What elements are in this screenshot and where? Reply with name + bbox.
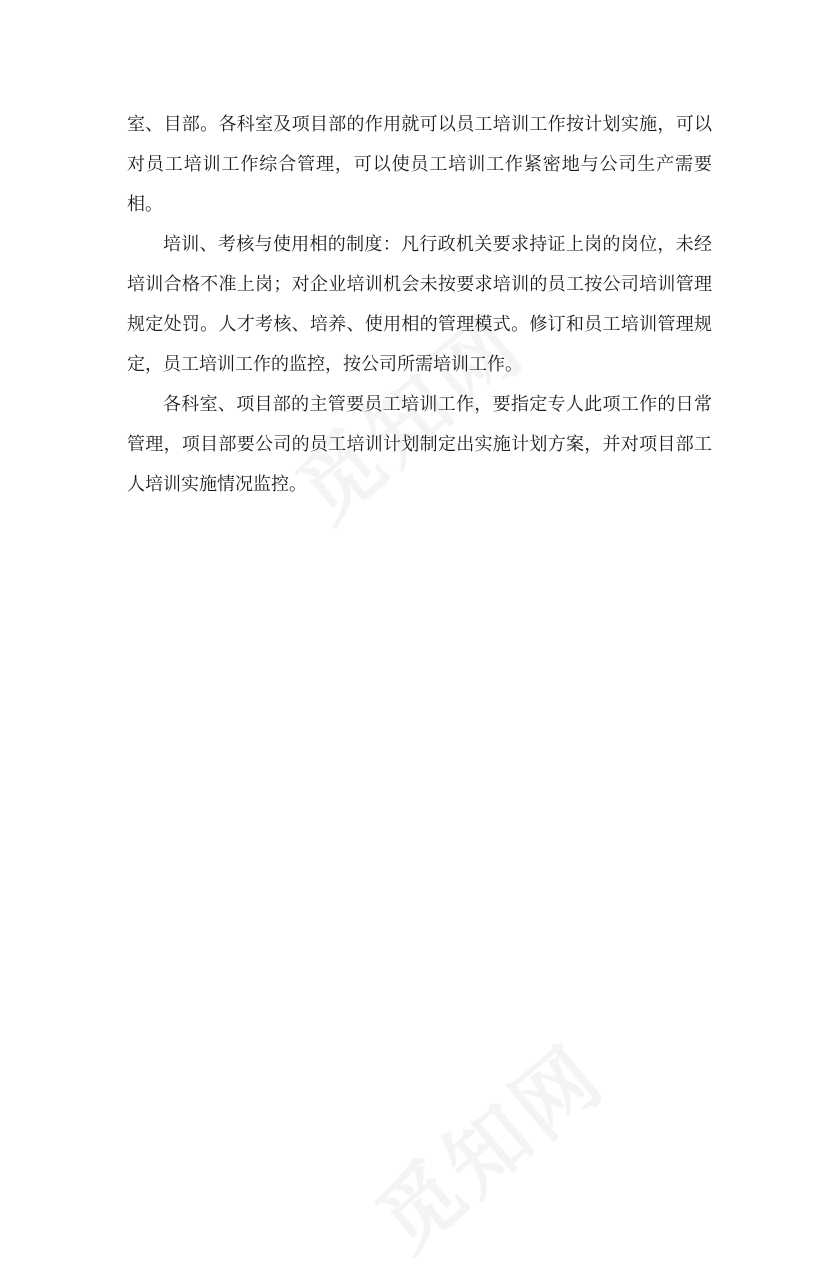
paragraph: 室、目部。各科室及项目部的作用就可以员工培训工作按计划实施，可以对员工培训工作综合管理，可以使员工培训工作紧密地与公司生产需要相。 [127, 114, 712, 215]
paragraph: 培训、考核与使用相的制度：凡行政机关要求持证上岗的岗位，未经培训合格不准上岗；对企业培训机会未按要求培训的员工按公司培训管理规定处罚。人才考核、培养、使用相的管理模式。修订和员工培训管理规定，员工培训工作的监控，按公司所需培训工作。 [127, 234, 712, 375]
watermark [348, 1014, 625, 1273]
document-body [127, 105, 712, 505]
paragraph: 各科室、项目部的主管要员工培训工作，要指定专人此项工作的日常管理，项目部要公司的员工培训计划制定出实施计划方案，并对项目部工人培训实施情况监控。 [127, 394, 712, 495]
